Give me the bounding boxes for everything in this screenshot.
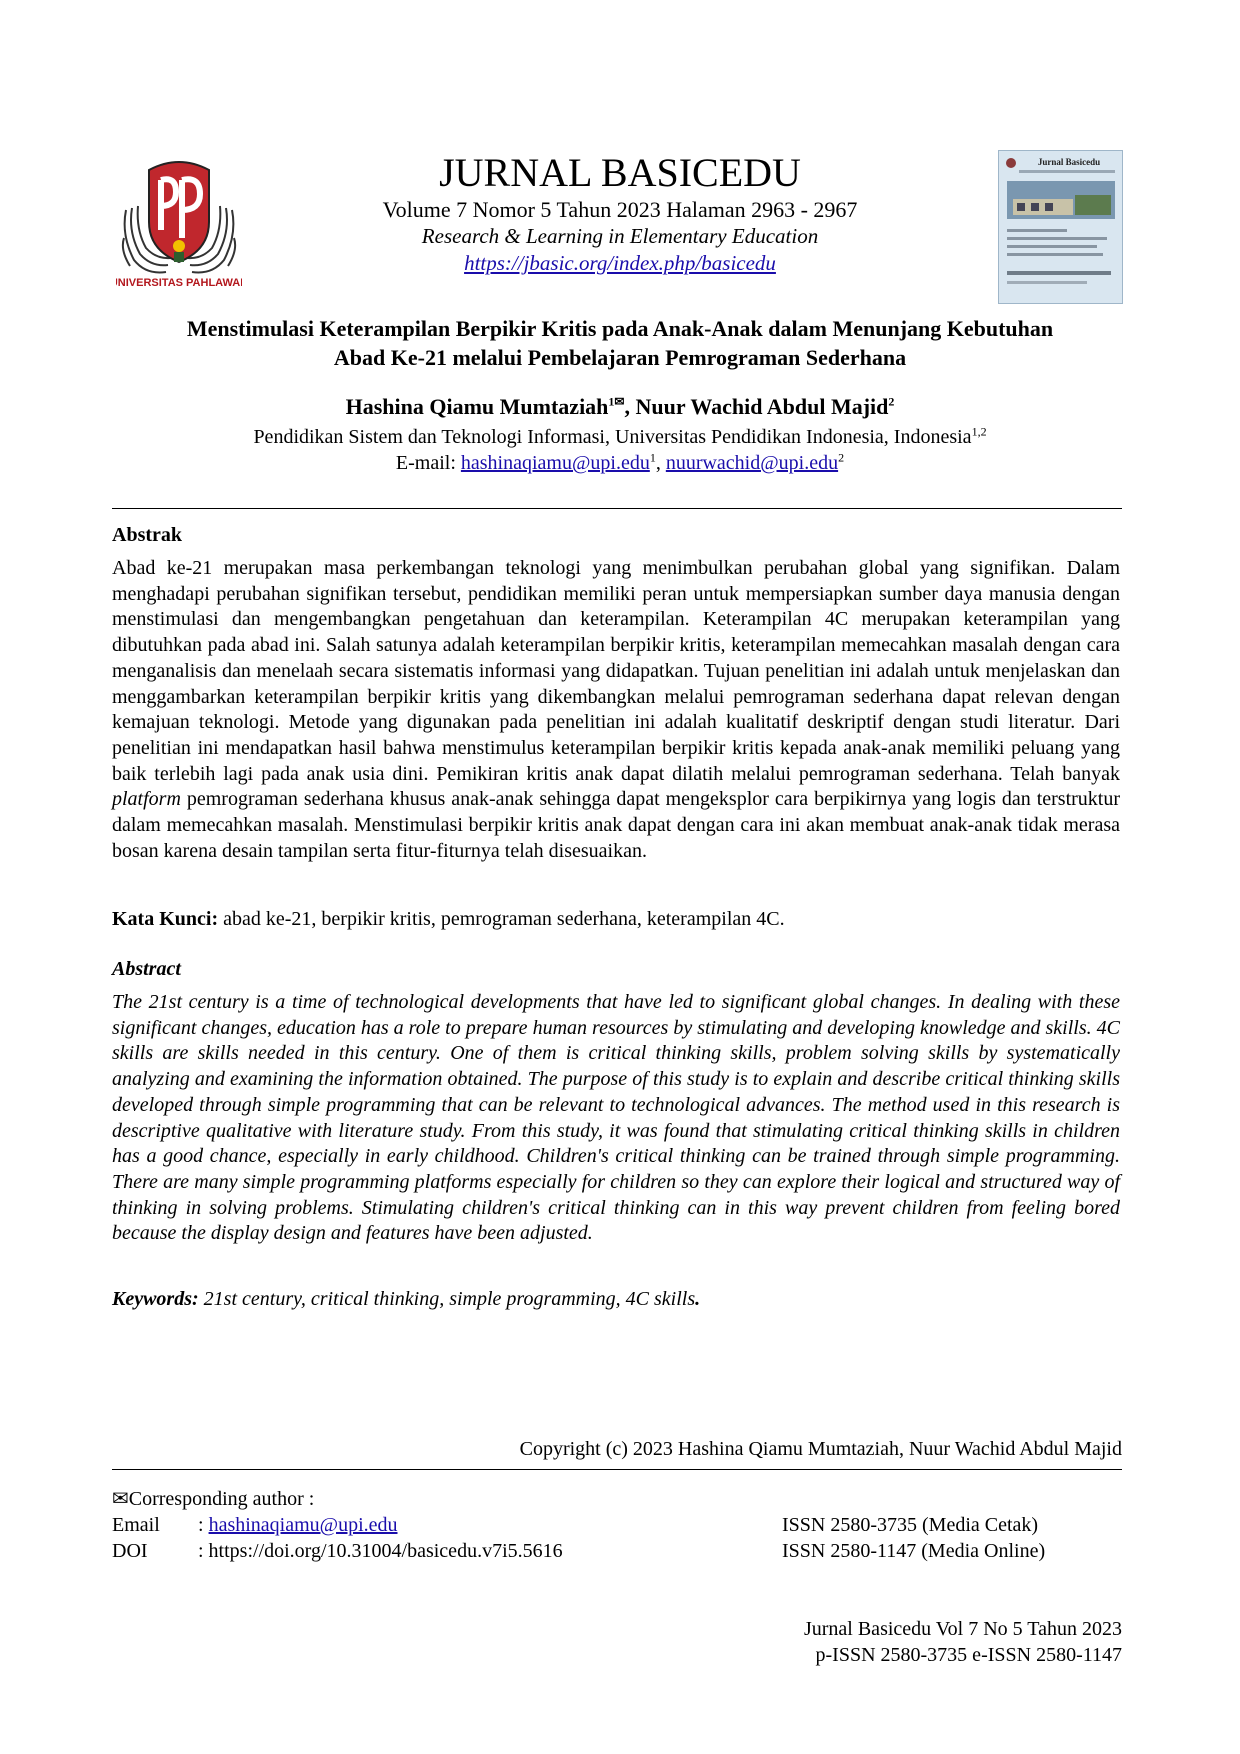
corresponding-email-value [198,1512,398,1538]
footer-line1: Jurnal Basicedu Vol 7 No 5 Tahun 2023 [803,1618,1122,1640]
email-link-1[interactable]: hashinaqiamu@upi.edu [460,452,650,474]
author-2-marker: 2 [888,394,895,409]
email-label: E-mail: [395,452,461,474]
abstract-body: The 21st century is a time of technological developments that have led to significant global changes. In dealing with these significant changes, education has a role to prepare human resources by stimulating and developing knowledge and skills. 4C skills are skills needed in this century. One of them is critical thinking skills, problem solving skills by systematically analyzing and examining the information obtained. The purpose of this study is to explain and describe critical thinking skills developed through simple programming that can be relevant to technological advances. The method used in this research is descriptive qualitative with literature study. From this study, it was found that stimulating critical thinking skills in children has a good chance, especially in early childhood. Children's critical thinking can be trained through simple programming. There are many simple programming platforms especially for children so they can explore their logical and structured way of thinking in solving problems. Stimulating children's critical thinking can in this way prevent children from feeling bored because the display design and features have been adjusted. [112,991,1120,1245]
corresponding-doi-row [112,1538,1122,1564]
author-separator: , [624,394,636,419]
abstrak-text-part1: Abad ke-21 merupakan masa perkembangan teknologi yang menimbulkan perubahan global yang signifikan. Dalam menghadapi perubahan signifikan tersebut, pendidikan memiliki peran untuk mempersiapkan sumber daya manusia dengan menstimulasi dan mengembangkan pengetahuan dan keterampilan. Keterampilan 4C merupakan keterampilan yang dibutuhkan pada abad ini. Salah satunya adalah keterampilan berpikir kritis, keterampilan memecahkan masalah dengan cara menganalisis dan menelaah secara sistematis informasi yang didapatkan. Tujuan penelitian ini adalah untuk menjelaskan dan menggambarkan keterampilan berpikir kritis yang dikembangkan melalui pemrograman sederhana dapat relevan dengan kemajuan teknologi. Metode yang digunakan pada penelitian ini adalah kualitatif deskriptif dengan studi literatur. Dari penelitian ini mendapatkan hasil bahwa menstimulus keterampilan berpikir kritis kepada anak-anak memiliki peluang yang baik terlebih lagi pada anak usia dini. Pemikiran kritis anak dapat dilatih melalui pemrograman sederhana. Telah banyak [112,557,1120,785]
footer-line2: p-ISSN 2580-3735 e-ISSN 2580-1147 [815,1644,1122,1666]
author-emails [120,450,1120,476]
abstrak-heading: Abstrak [112,524,183,546]
corresponding-email-label: Email [112,1514,160,1536]
email-separator: , [655,452,666,474]
journal-url-link[interactable]: https://jbasic.org/index.php/basicedu [464,251,776,275]
corresponding-heading: ✉Corresponding author : [112,1488,315,1510]
page-footer [804,1616,1122,1668]
kata-kunci-values: abad ke-21, berpikir kritis, pemrograman sederhana, keterampilan 4C. [218,908,785,930]
journal-title: JURNAL BASICEDU [439,150,801,195]
affiliation-marker: 1,2 [971,424,987,439]
cover-title: Jurnal Basicedu [1037,157,1101,167]
email-1-marker: 1 [649,450,656,465]
email-2-marker: 2 [838,450,845,465]
author-2: Nuur Wachid Abdul Majid [635,394,889,419]
keywords-line [112,1286,1120,1312]
keywords-values: 21st century, critical thinking, simple programming, 4C skills [198,1288,696,1310]
kata-kunci-line [112,906,1120,932]
copyright-divider [112,1469,1122,1470]
journal-volume: Volume 7 Nomor 5 Tahun 2023 Halaman 2963 - 2967 [382,197,858,222]
abstrak-italic-word: platform [112,788,181,811]
author-list [120,392,1120,422]
corresponding-email-prefix: : [198,1514,209,1536]
paper-title [120,314,1120,372]
abstract-heading: Abstract [112,958,181,980]
corresponding-email-link[interactable]: hashinaqiamu@upi.edu [208,1514,398,1536]
keywords-end: . [695,1288,701,1310]
author-1-marker: 1✉ [608,394,625,409]
corresponding-email-row [112,1512,1122,1538]
kata-kunci-label: Kata Kunci: [112,908,219,930]
abstrak-text-part2: pemrograman sederhana khusus anak-anak sehingga dapat mengeksplor cara berpikirnya yang logis dan terstruktur dalam memecahkan masalah. Menstimulasi berpikir kritis anak dapat dengan cara ini akan membuat anak-anak tidak merasa bosan karena desain tampilan serta fitur-fiturnya telah disesuaikan. [112,788,1120,862]
corresponding-author-block [112,1486,1122,1564]
doi-value: : https://doi.org/10.31004/basicedu.v7i5.5616 [198,1540,563,1562]
paper-title-line2: Abad Ke-21 melalui Pembelajaran Pemrograman Sederhana [333,345,907,370]
journal-header [280,150,960,277]
doi-label: DOI [112,1540,148,1562]
author-1: Hashina Qiamu Mumtaziah [345,394,609,419]
abstrak-body [112,556,1120,864]
paper-title-line1: Menstimulasi Keterampilan Berpikir Kritis pada Anak-Anak dalam Menunjang Kebutuhan [186,316,1054,341]
journal-cover-image [998,150,1123,304]
affiliation-text: Pendidikan Sistem dan Teknologi Informasi, Universitas Pendidikan Indonesia, Indonesia [253,426,972,448]
journal-subtitle: Research & Learning in Elementary Education [421,224,819,248]
issn-online: ISSN 2580-1147 (Media Online) [782,1540,1046,1562]
logo-text: UNIVERSITAS PAHLAWAN [116,277,242,289]
affiliation [120,424,1120,450]
corresponding-heading-row [112,1486,1122,1512]
copyright-notice: Copyright (c) 2023 Hashina Qiamu Mumtaziah, Nuur Wachid Abdul Majid [519,1438,1122,1460]
email-link-2[interactable]: nuurwachid@upi.edu [665,452,839,474]
university-logo [116,150,242,300]
header-divider [112,508,1122,509]
issn-print: ISSN 2580-3735 (Media Cetak) [782,1514,1039,1536]
keywords-label: Keywords: [112,1288,199,1310]
